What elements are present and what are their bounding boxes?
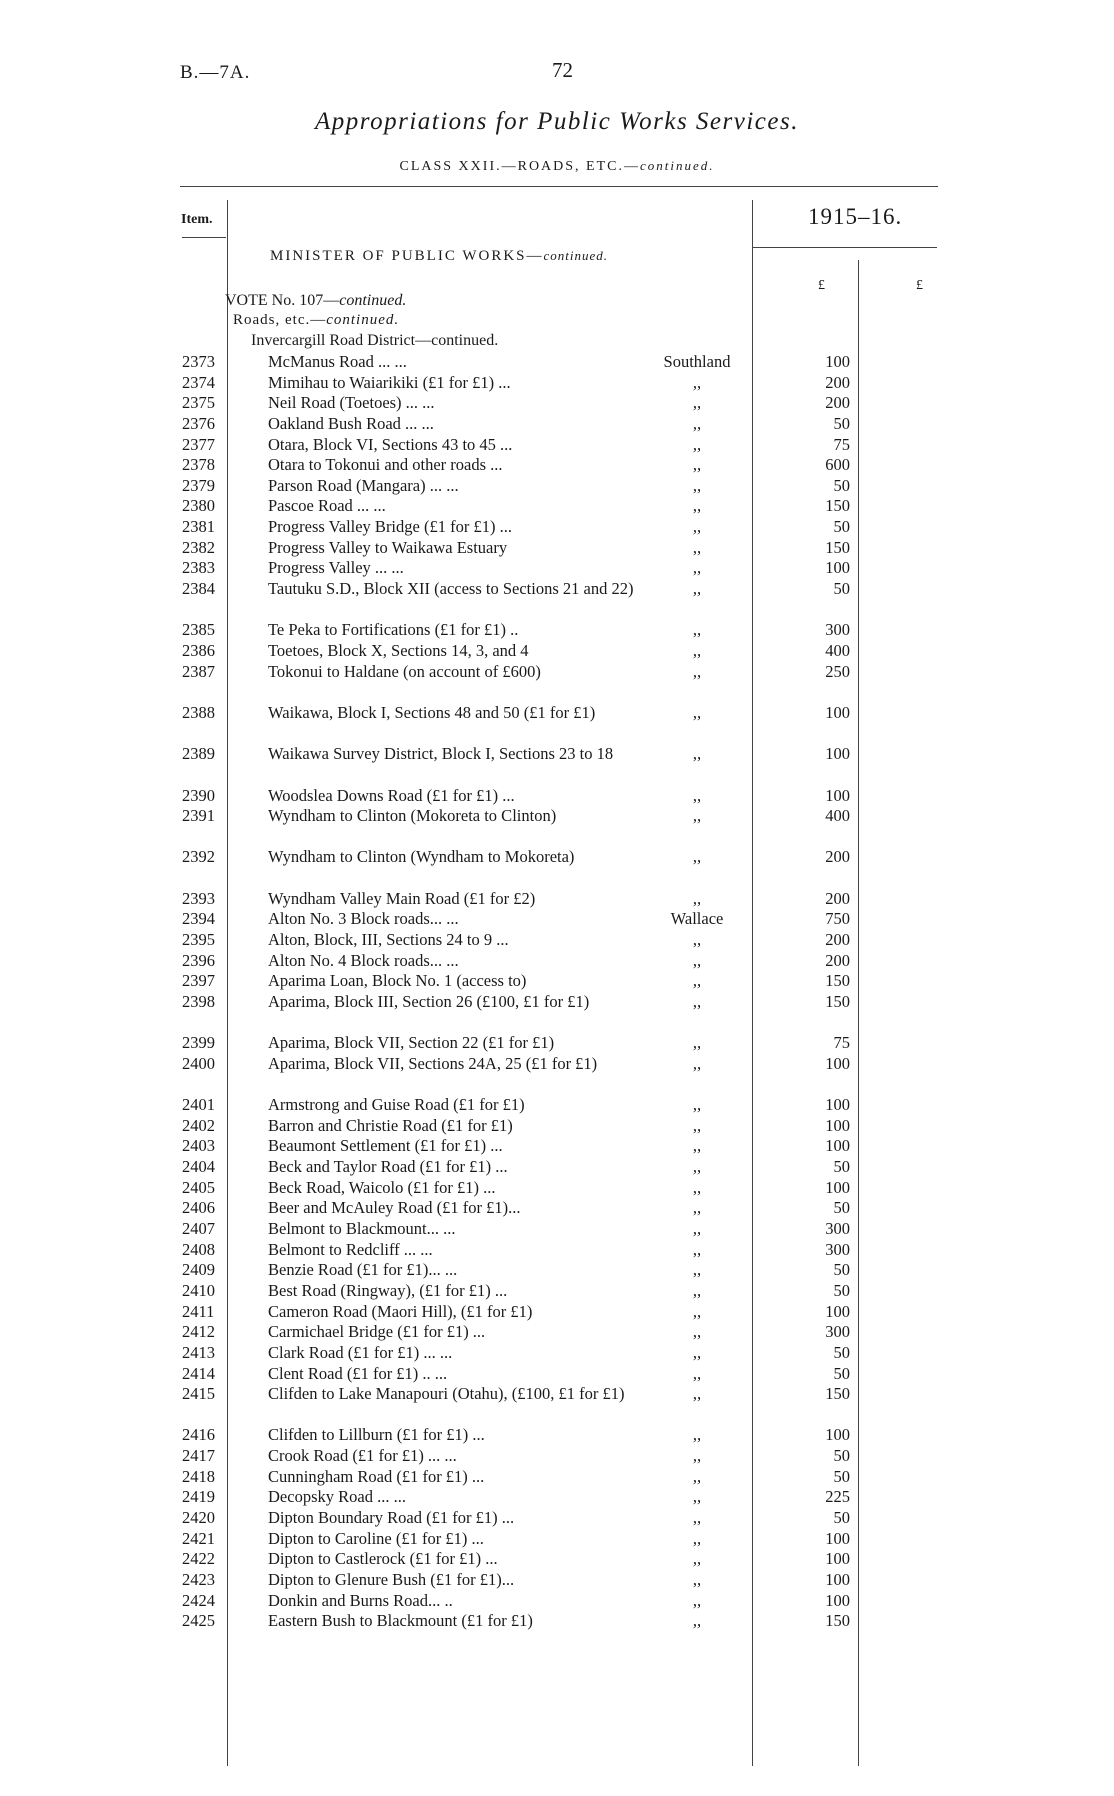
item-number: 2409 [182, 1260, 215, 1280]
item-number: 2419 [182, 1487, 215, 1507]
amount: 200 [825, 847, 850, 867]
table-row [0, 1508, 1114, 1529]
table-row [0, 1364, 1114, 1385]
item-description: Wyndham to Clinton (Mokoreta to Clinton) [268, 806, 557, 826]
table-row [0, 806, 1114, 847]
amount: 50 [833, 1198, 850, 1218]
amount: 150 [825, 991, 850, 1011]
item-number: 2403 [182, 1136, 215, 1156]
amount: 50 [833, 1466, 850, 1486]
amount: 75 [833, 1033, 850, 1053]
amount: 150 [825, 1384, 850, 1404]
minister-heading-continued: continued. [543, 248, 609, 263]
item-number: 2395 [182, 930, 215, 950]
item-number: 2379 [182, 475, 215, 495]
amount: 100 [825, 744, 850, 764]
amount: 100 [825, 1095, 850, 1115]
table-row [0, 1198, 1114, 1219]
district-name: ,, [692, 1239, 702, 1259]
table-row [0, 1302, 1114, 1323]
district-name: ,, [692, 1136, 702, 1156]
district-name: ,, [692, 1280, 702, 1300]
item-number: 2373 [182, 352, 215, 371]
amount: 50 [833, 1446, 850, 1466]
item-description: Toetoes, Block X, Sections 14, 3, and 4 [268, 640, 529, 660]
item-description: Beck Road, Waicolo (£1 for £1) ... [268, 1177, 496, 1197]
district-name: ,, [692, 558, 702, 578]
item-description: Decopsky Road ... ... [268, 1487, 406, 1507]
amount: 100 [825, 1136, 850, 1156]
amount: 200 [825, 393, 850, 413]
amount: 400 [825, 640, 850, 660]
district-name: ,, [692, 1487, 702, 1507]
table-row [0, 951, 1114, 972]
district-name: ,, [692, 1177, 702, 1197]
district-name: ,, [692, 455, 702, 475]
item-number: 2425 [182, 1611, 215, 1631]
district-name: ,, [692, 413, 702, 433]
class-heading-continued: continued. [640, 158, 715, 173]
table-row [0, 889, 1114, 910]
table-row [0, 1467, 1114, 1488]
table-row [0, 662, 1114, 703]
table-row [0, 992, 1114, 1033]
table-row [0, 1136, 1114, 1157]
item-description: Armstrong and Guise Road (£1 for £1) [268, 1095, 525, 1115]
district-name: ,, [692, 930, 702, 950]
table-row [0, 930, 1114, 951]
district-name: ,, [692, 434, 702, 454]
amount: 225 [825, 1487, 850, 1507]
amount: 300 [825, 1219, 850, 1239]
table-row [0, 579, 1114, 620]
item-description: Dipton to Caroline (£1 for £1) ... [268, 1528, 484, 1548]
district-name: ,, [692, 847, 702, 867]
table-row [0, 1033, 1114, 1054]
table-row [0, 744, 1114, 785]
item-number: 2421 [182, 1528, 215, 1548]
item-number: 2385 [182, 620, 215, 640]
item-description: Wyndham Valley Main Road (£1 for £2) [268, 888, 536, 908]
item-number: 2392 [182, 847, 215, 867]
item-number: 2413 [182, 1342, 215, 1362]
item-description: Belmont to Blackmount... ... [268, 1219, 456, 1239]
item-description: Progress Valley ... ... [268, 558, 404, 578]
district-name: ,, [692, 517, 702, 537]
item-description: Otara, Block VI, Sections 43 to 45 ... [268, 434, 513, 454]
item-number: 2402 [182, 1115, 215, 1135]
amount: 150 [825, 537, 850, 557]
amount: 50 [833, 1363, 850, 1383]
item-number: 2383 [182, 558, 215, 578]
district-name: ,, [692, 1053, 702, 1073]
table-row [0, 1116, 1114, 1137]
item-number: 2410 [182, 1280, 215, 1300]
district-name: ,, [692, 1115, 702, 1135]
item-number: 2399 [182, 1033, 215, 1053]
item-number: 2411 [182, 1301, 215, 1321]
roads-heading-text: Roads, etc.— [233, 312, 327, 328]
amount: 100 [825, 1425, 850, 1445]
item-number: 2404 [182, 1157, 215, 1177]
table-row [0, 1384, 1114, 1425]
item-description: Donkin and Burns Road... .. [268, 1590, 453, 1610]
table-row [0, 1157, 1114, 1178]
item-number: 2389 [182, 744, 215, 764]
item-number: 2384 [182, 579, 215, 599]
table-row [0, 1487, 1114, 1508]
item-description: Oakland Bush Road ... ... [268, 413, 434, 433]
district-name: ,, [692, 1260, 702, 1280]
item-number: 2387 [182, 661, 215, 681]
table-row [0, 1219, 1114, 1240]
item-number: 2407 [182, 1219, 215, 1239]
item-number: 2394 [182, 909, 215, 929]
item-description: Waikawa Survey District, Block I, Sections 23 to 18 [268, 744, 614, 764]
vote-heading-continued: continued. [339, 292, 407, 309]
item-description: Alton No. 4 Block roads... ... [268, 950, 459, 970]
district-name: ,, [692, 1198, 702, 1218]
table-row [0, 1611, 1114, 1632]
item-description: Mimihau to Waiarikiki (£1 for £1) ... [268, 372, 511, 392]
amount: 400 [825, 806, 850, 826]
class-heading-text: CLASS XXII.—ROADS, ETC.— [399, 159, 640, 174]
item-description: Aparima Loan, Block No. 1 (access to) [268, 971, 527, 991]
item-description: Dipton Boundary Road (£1 for £1) ... [268, 1508, 515, 1528]
item-description: Best Road (Ringway), (£1 for £1) ... [268, 1280, 508, 1300]
district-name: ,, [692, 1425, 702, 1445]
amount: 200 [825, 950, 850, 970]
district-name: ,, [692, 372, 702, 392]
roads-heading [233, 312, 399, 329]
item-number: 2408 [182, 1239, 215, 1259]
item-description: Benzie Road (£1 for £1)... ... [268, 1260, 458, 1280]
district-heading-continued: continued. [431, 332, 499, 349]
district-name: ,, [692, 1363, 702, 1383]
district-name: ,, [692, 1611, 702, 1631]
district-name: ,, [692, 1301, 702, 1321]
appropriations-table [0, 352, 1114, 1632]
table-row [0, 476, 1114, 497]
amount: 100 [825, 1177, 850, 1197]
table-row [0, 1260, 1114, 1281]
district-name: ,, [692, 1157, 702, 1177]
item-description: McManus Road ... ... [268, 352, 407, 371]
amount: 50 [833, 1508, 850, 1528]
item-description: Belmont to Redcliff ... ... [268, 1239, 433, 1259]
item-description: Alton, Block, III, Sections 24 to 9 ... [268, 930, 509, 950]
item-number: 2393 [182, 888, 215, 908]
year-column-header: 1915–16. [808, 204, 903, 229]
item-number: 2388 [182, 702, 215, 722]
district-name: ,, [692, 702, 702, 722]
item-number: 2396 [182, 950, 215, 970]
roads-heading-continued: continued. [326, 312, 400, 328]
item-number: 2397 [182, 971, 215, 991]
table-row [0, 1178, 1114, 1199]
item-number: 2377 [182, 434, 215, 454]
district-name: ,, [692, 1528, 702, 1548]
item-number: 2382 [182, 537, 215, 557]
table-row [0, 620, 1114, 641]
table-row [0, 1446, 1114, 1467]
item-number: 2376 [182, 413, 215, 433]
item-number: 2412 [182, 1322, 215, 1342]
class-heading [0, 158, 1114, 175]
item-number: 2380 [182, 496, 215, 516]
item-description: Beck and Taylor Road (£1 for £1) ... [268, 1157, 508, 1177]
item-description: Te Peka to Fortifications (£1 for £1) .. [268, 620, 519, 640]
district-name: ,, [692, 1549, 702, 1569]
district-name: ,, [692, 620, 702, 640]
item-description: Waikawa, Block I, Sections 48 and 50 (£1 for £1) [268, 702, 596, 722]
table-row [0, 414, 1114, 435]
item-description: Aparima, Block VII, Sections 24A, 25 (£1 for £1) [268, 1053, 598, 1073]
amount: 50 [833, 475, 850, 495]
table-top-rule [180, 186, 938, 187]
district-name: ,, [692, 1446, 702, 1466]
vote-heading [225, 292, 406, 310]
year-header-rule [752, 247, 937, 248]
amount: 50 [833, 1280, 850, 1300]
minister-heading [270, 248, 608, 265]
amount: 50 [833, 579, 850, 599]
district-name: ,, [692, 1508, 702, 1528]
table-row [0, 496, 1114, 517]
district-name: ,, [692, 1033, 702, 1053]
item-number: 2401 [182, 1095, 215, 1115]
item-description: Crook Road (£1 for £1) ... ... [268, 1446, 457, 1466]
district-name: ,, [692, 1590, 702, 1610]
district-name: Southland [663, 352, 731, 371]
table-row [0, 847, 1114, 888]
district-name: ,, [692, 806, 702, 826]
currency-symbol-1: £ [818, 278, 825, 293]
district-name: ,, [692, 1384, 702, 1404]
table-row [0, 1529, 1114, 1550]
item-description: Beer and McAuley Road (£1 for £1)... [268, 1198, 521, 1218]
table-row [0, 1281, 1114, 1302]
item-number: 2375 [182, 393, 215, 413]
amount: 50 [833, 1342, 850, 1362]
table-row [0, 786, 1114, 807]
item-description: Tautuku S.D., Block XII (access to Sections 21 and 22) [268, 579, 634, 599]
item-description: Clent Road (£1 for £1) .. ... [268, 1363, 448, 1383]
amount: 600 [825, 455, 850, 475]
item-description: Dipton to Glenure Bush (£1 for £1)... [268, 1569, 515, 1589]
amount: 100 [825, 785, 850, 805]
district-name: ,, [692, 1569, 702, 1589]
amount: 100 [825, 1590, 850, 1610]
district-name: ,, [692, 640, 702, 660]
item-number: 2423 [182, 1569, 215, 1589]
item-header-rule [182, 237, 226, 238]
district-heading [251, 332, 498, 350]
amount: 200 [825, 372, 850, 392]
item-description: Barron and Christie Road (£1 for £1) [268, 1115, 513, 1135]
item-description: Eastern Bush to Blackmount (£1 for £1) [268, 1611, 533, 1631]
table-row [0, 1425, 1114, 1446]
item-number: 2418 [182, 1466, 215, 1486]
item-description: Dipton to Castlerock (£1 for £1) ... [268, 1549, 498, 1569]
table-row [0, 1343, 1114, 1364]
amount: 75 [833, 434, 850, 454]
amount: 300 [825, 1322, 850, 1342]
page-title: Appropriations for Public Works Services. [315, 108, 799, 135]
item-number: 2398 [182, 991, 215, 1011]
item-number: 2414 [182, 1363, 215, 1383]
item-description: Aparima, Block VII, Section 22 (£1 for £1) [268, 1033, 555, 1053]
district-name: ,, [692, 950, 702, 970]
item-number: 2420 [182, 1508, 215, 1528]
amount: 100 [825, 1528, 850, 1548]
item-description: Otara to Tokonui and other roads ... [268, 455, 503, 475]
item-number: 2374 [182, 372, 215, 392]
table-row [0, 455, 1114, 476]
amount: 100 [825, 1301, 850, 1321]
table-row [0, 435, 1114, 456]
amount: 100 [825, 702, 850, 722]
table-row [0, 393, 1114, 414]
district-name: ,, [692, 971, 702, 991]
amount: 100 [825, 558, 850, 578]
item-description: Cameron Road (Maori Hill), (£1 for £1) [268, 1301, 533, 1321]
item-description: Clifden to Lillburn (£1 for £1) ... [268, 1425, 485, 1445]
item-description: Clark Road (£1 for £1) ... ... [268, 1342, 453, 1362]
minister-heading-text: MINISTER OF PUBLIC WORKS— [270, 248, 544, 264]
item-description: Aparima, Block III, Section 26 (£100, £1 for £1) [268, 991, 590, 1011]
amount: 50 [833, 517, 850, 537]
amount: 50 [833, 413, 850, 433]
table-row [0, 517, 1114, 538]
item-number: 2381 [182, 517, 215, 537]
item-number: 2424 [182, 1590, 215, 1610]
district-name: ,, [692, 537, 702, 557]
amount: 100 [825, 1569, 850, 1589]
item-number: 2378 [182, 455, 215, 475]
vote-heading-text: VOTE No. 107— [225, 292, 340, 309]
item-description: Tokonui to Haldane (on account of £600) [268, 661, 541, 681]
item-description: Cunningham Road (£1 for £1) ... [268, 1466, 485, 1486]
table-row [0, 1549, 1114, 1570]
table-row [0, 1591, 1114, 1612]
currency-symbol-2: £ [916, 278, 923, 293]
amount: 100 [825, 1549, 850, 1569]
amount: 150 [825, 1611, 850, 1631]
item-number: 2391 [182, 806, 215, 826]
district-name: ,, [692, 1322, 702, 1342]
amount: 50 [833, 1260, 850, 1280]
item-number: 2415 [182, 1384, 215, 1404]
district-name: ,, [692, 1342, 702, 1362]
item-number: 2422 [182, 1549, 215, 1569]
district-name: ,, [692, 744, 702, 764]
item-number: 2386 [182, 640, 215, 660]
table-row [0, 538, 1114, 559]
table-row [0, 352, 1114, 373]
item-number: 2400 [182, 1053, 215, 1073]
amount: 50 [833, 1157, 850, 1177]
item-description: Wyndham to Clinton (Wyndham to Mokoreta) [268, 847, 575, 867]
amount: 300 [825, 620, 850, 640]
table-row [0, 1095, 1114, 1116]
district-heading-text: Invercargill Road District— [251, 332, 432, 349]
table-row [0, 909, 1114, 930]
table-row [0, 641, 1114, 662]
item-column-header: Item. [181, 212, 213, 227]
table-row [0, 1054, 1114, 1095]
district-name: ,, [692, 785, 702, 805]
item-number: 2406 [182, 1198, 215, 1218]
district-name: ,, [692, 579, 702, 599]
item-description: Parson Road (Mangara) ... ... [268, 475, 459, 495]
item-description: Clifden to Lake Manapouri (Otahu), (£100, £1 for £1) [268, 1384, 625, 1404]
amount: 200 [825, 888, 850, 908]
district-name: ,, [692, 661, 702, 681]
item-description: Alton No. 3 Block roads... ... [268, 909, 459, 929]
amount: 300 [825, 1239, 850, 1259]
item-description: Pascoe Road ... ... [268, 496, 386, 516]
district-name: ,, [692, 1219, 702, 1239]
document-reference: B.—7A. [180, 62, 251, 83]
amount: 250 [825, 661, 850, 681]
item-number: 2416 [182, 1425, 215, 1445]
item-number: 2405 [182, 1177, 215, 1197]
table-row [0, 703, 1114, 744]
district-name: ,, [692, 475, 702, 495]
amount: 150 [825, 971, 850, 991]
table-row [0, 971, 1114, 992]
table-row [0, 1322, 1114, 1343]
amount: 100 [825, 352, 850, 371]
district-name: ,, [692, 888, 702, 908]
district-name: ,, [692, 991, 702, 1011]
table-row [0, 1570, 1114, 1591]
district-name: Wallace [670, 909, 724, 929]
district-name: ,, [692, 393, 702, 413]
item-description: Neil Road (Toetoes) ... ... [268, 393, 435, 413]
amount: 750 [825, 909, 850, 929]
district-name: ,, [692, 1095, 702, 1115]
table-row [0, 1240, 1114, 1261]
amount: 100 [825, 1115, 850, 1135]
item-number: 2390 [182, 785, 215, 805]
item-description: Woodslea Downs Road (£1 for £1) ... [268, 785, 515, 805]
district-name: ,, [692, 1466, 702, 1486]
item-description: Carmichael Bridge (£1 for £1) ... [268, 1322, 486, 1342]
page-number: 72 [552, 58, 573, 82]
item-description: Progress Valley to Waikawa Estuary [268, 537, 508, 557]
item-number: 2417 [182, 1446, 215, 1466]
amount: 150 [825, 496, 850, 516]
amount: 200 [825, 930, 850, 950]
item-description: Beaumont Settlement (£1 for £1) ... [268, 1136, 503, 1156]
amount: 100 [825, 1053, 850, 1073]
table-row [0, 558, 1114, 579]
item-description: Progress Valley Bridge (£1 for £1) ... [268, 517, 512, 537]
table-row [0, 373, 1114, 394]
district-name: ,, [692, 496, 702, 516]
